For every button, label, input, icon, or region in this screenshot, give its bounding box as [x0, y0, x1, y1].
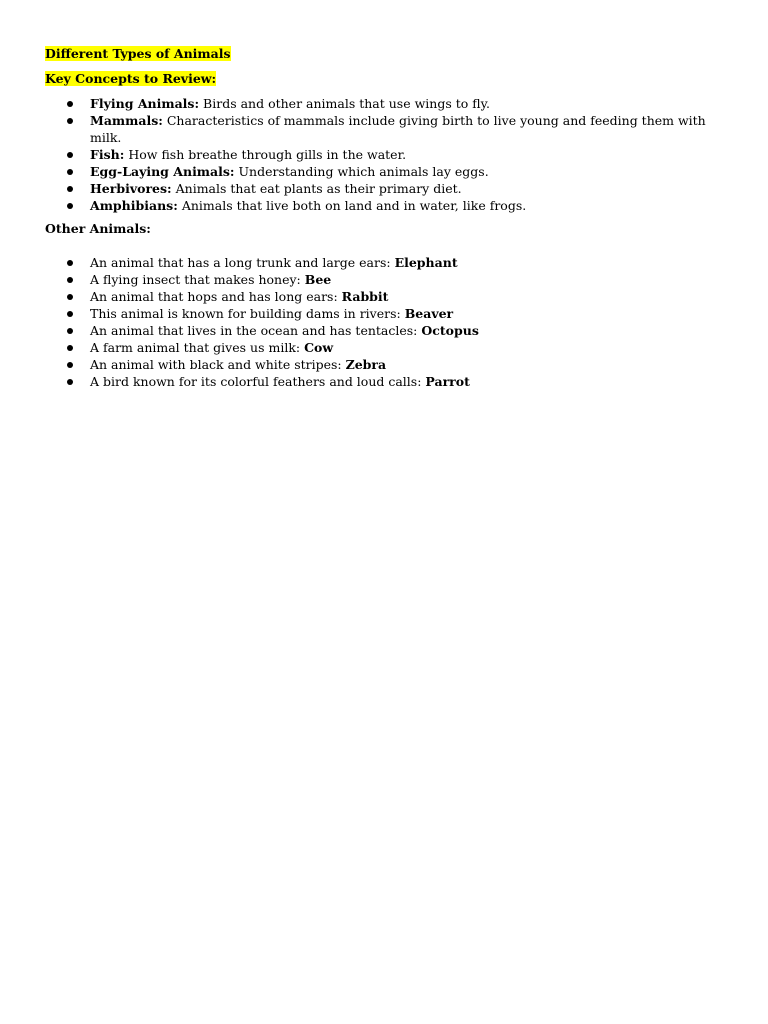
animal-answer: Rabbit — [341, 289, 389, 304]
bullet-icon — [67, 203, 73, 209]
bullet-icon — [67, 362, 73, 368]
concept-text: Characteristics of mammals include giving birth to live young and feeding them with milk. — [90, 113, 706, 145]
list-item — [45, 356, 725, 373]
concept-term: Flying Animals: — [90, 96, 200, 111]
other-animals-heading: Other Animals: — [45, 221, 151, 236]
concept-text: Animals that live both on land and in water, like frogs. — [177, 198, 527, 213]
document-page — [45, 45, 725, 396]
list-item — [45, 95, 725, 112]
bullet-icon — [67, 186, 73, 192]
concept-term: Mammals: — [90, 113, 163, 128]
concept-term: Amphibians: — [90, 198, 178, 213]
animal-clue: An animal that hops and has long ears: — [90, 289, 342, 304]
animal-answer: Beaver — [404, 306, 454, 321]
concept-term: Egg-Laying Animals: — [90, 164, 235, 179]
animal-answer: Bee — [304, 272, 332, 287]
bullet-icon — [67, 152, 73, 158]
key-concepts-heading — [45, 70, 725, 87]
document-title — [45, 45, 725, 62]
list-item — [45, 339, 725, 356]
concept-text: Animals that eat plants as their primary diet. — [171, 181, 462, 196]
animal-clue: An animal that has a long trunk and large ears: — [90, 255, 395, 270]
bullet-icon — [67, 294, 73, 300]
list-item — [45, 305, 725, 322]
animal-answer: Octopus — [421, 323, 479, 338]
title-highlight: Different Types of Animals — [45, 46, 231, 61]
bullet-icon — [67, 345, 73, 351]
bullet-icon — [67, 260, 73, 266]
animal-answer: Zebra — [345, 357, 387, 372]
bullet-icon — [67, 277, 73, 283]
bullet-icon — [67, 311, 73, 317]
list-item — [45, 197, 725, 214]
list-item — [45, 163, 725, 180]
bullet-icon — [67, 379, 73, 385]
concept-text: Understanding which animals lay eggs. — [234, 164, 489, 179]
other-animals-list — [45, 254, 725, 390]
concept-text: How fish breathe through gills in the water. — [124, 147, 407, 162]
animal-answer: Elephant — [394, 255, 458, 270]
animal-clue: An animal that lives in the ocean and has tentacles: — [90, 323, 422, 338]
animal-answer: Cow — [304, 340, 334, 355]
concept-term: Herbivores: — [90, 181, 172, 196]
bullet-icon — [67, 328, 73, 334]
list-item — [45, 322, 725, 339]
list-item — [45, 254, 725, 271]
animal-clue: A flying insect that makes honey: — [90, 272, 305, 287]
animal-clue: This animal is known for building dams in rivers: — [90, 306, 405, 321]
key-concepts-list — [45, 95, 725, 214]
animal-clue: A farm animal that gives us milk: — [90, 340, 305, 355]
list-item — [45, 271, 725, 288]
bullet-icon — [67, 118, 73, 124]
list-item — [45, 288, 725, 305]
list-item — [45, 146, 725, 163]
animal-clue: An animal with black and white stripes: — [90, 357, 346, 372]
list-item — [45, 373, 725, 390]
bullet-icon — [67, 169, 73, 175]
list-item — [45, 180, 725, 197]
key-concepts-highlight: Key Concepts to Review: — [45, 71, 217, 86]
animal-answer: Parrot — [425, 374, 470, 389]
list-item — [45, 112, 725, 146]
animal-clue: A bird known for its colorful feathers and loud calls: — [90, 374, 426, 389]
concept-text: Birds and other animals that use wings to fly. — [199, 96, 490, 111]
concept-term: Fish: — [90, 147, 125, 162]
bullet-icon — [67, 101, 73, 107]
